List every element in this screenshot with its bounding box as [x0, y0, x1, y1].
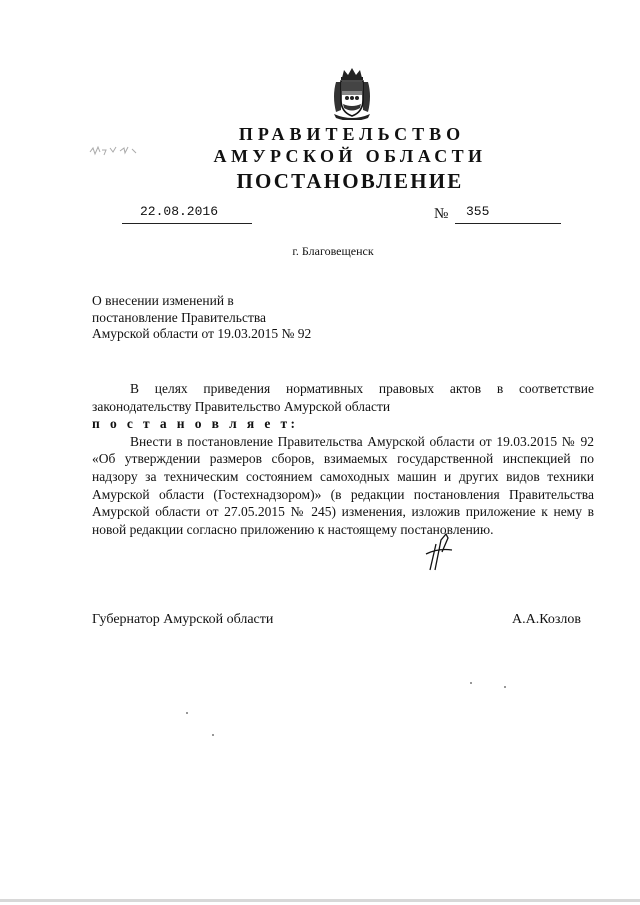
coat-of-arms-icon: [330, 66, 374, 120]
document-number: 355: [466, 204, 490, 219]
main-paragraph: Внести в постановление Правительства Амурской области от 19.03.2015 № 92 «Об утверждении размеров сборов, взимаемых государственной инспекцией по надзору за техническим состоянием самоходных машин и других видов техники Амурской области (Гостехнадзором)» (в редакции постановления Правительства Амурской области от 27.05.2015 № 245) изменения, изложив приложение к нему в новой редакции согласно приложению к настоящему постановлению.: [92, 433, 594, 537]
intro-paragraph: В целях приведения нормативных правовых актов в соответствие законодательству Правительство Амурской области: [92, 381, 594, 414]
date-underline: [122, 223, 252, 224]
scan-edge: [0, 899, 640, 902]
handwritten-signature-icon: [424, 530, 454, 572]
government-name-line1: ПРАВИТЕЛЬСТВО: [238, 124, 466, 144]
city-name: г. Благовещенск: [292, 244, 374, 258]
subject-line-1: О внесении изменений в: [92, 293, 234, 308]
scan-speck: [504, 686, 506, 688]
number-underline: [455, 223, 561, 224]
document-date: 22.08.2016: [140, 204, 219, 219]
government-name-line2: АМУРСКОЙ ОБЛАСТИ: [213, 146, 487, 166]
decree-word: п о с т а н о в л я е т:: [92, 416, 299, 432]
scan-speck: [470, 682, 472, 684]
document-body: [92, 380, 594, 538]
scan-speck: [186, 712, 188, 714]
scan-speck: [212, 734, 214, 736]
document-type-title: ПОСТАНОВЛЕНИЕ: [236, 169, 464, 193]
document-subject: [92, 293, 311, 343]
signatory-name: А.А.Козлов: [512, 612, 581, 627]
number-sign: №: [434, 206, 449, 222]
subject-line-2: постановление Правительства: [92, 309, 267, 325]
signatory-title: Губернатор Амурской области: [92, 612, 274, 627]
subject-line-3: Амурской области от 19.03.2015 № 92: [92, 326, 312, 341]
